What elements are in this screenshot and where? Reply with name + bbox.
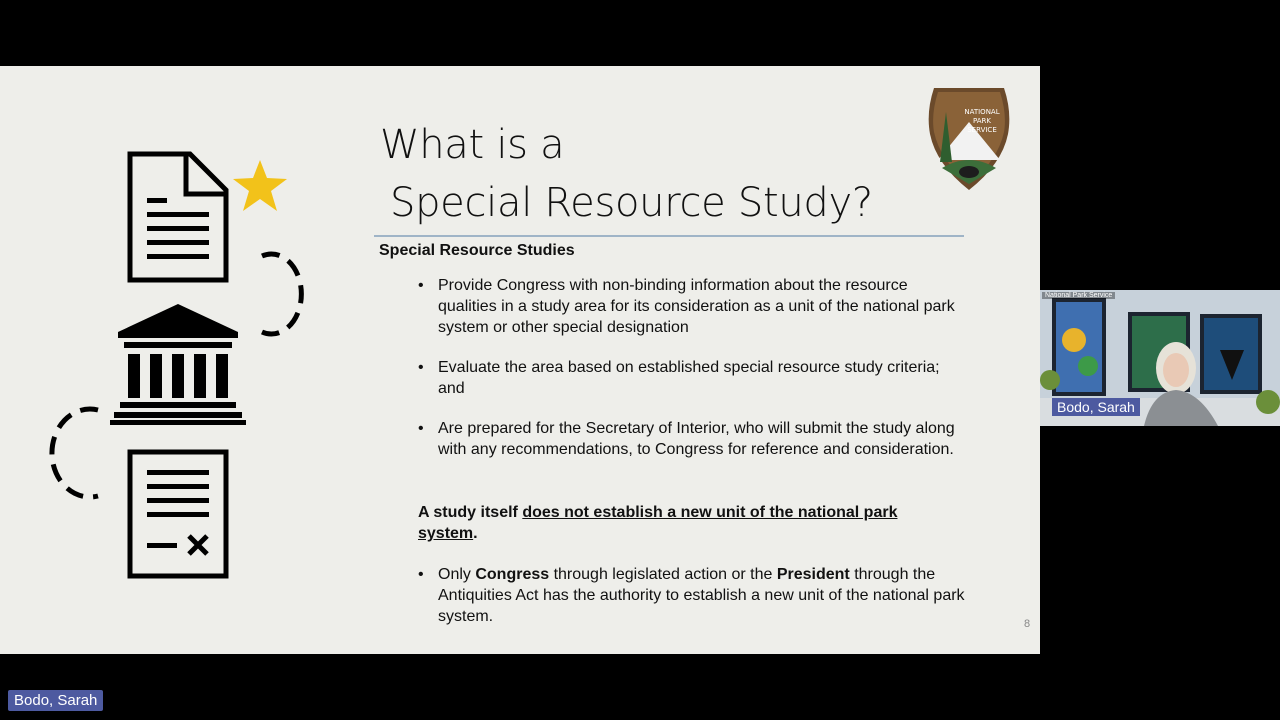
slide-title-line2: Special Resource Study? [390,180,873,226]
bullet-item: • Evaluate the area based on established special resource study criteria; and [418,357,968,399]
svg-text:SERVICE: SERVICE [967,126,997,134]
note-underlined: does not establish a new unit of the national park system [418,504,898,542]
star-icon [233,160,287,211]
slide-illustration [0,66,360,654]
active-speaker-name: Bodo, Sarah [8,690,103,711]
bullet-item: • Are prepared for the Secretary of Interior, who will submit the study along with any recommendations, to Congress for reference and consideration. [418,418,968,460]
bullet-item: • Only Congress through legislated action or the President through the Antiquities Act has the authority to establish a new unit of the national park system. [418,564,978,627]
nps-logo [924,82,1014,194]
title-divider [374,235,964,237]
section-heading: Special Resource Studies [379,242,575,259]
government-building-icon [110,304,246,425]
participant-name-tag: Bodo, Sarah [1052,398,1140,416]
key-note [418,502,918,544]
presentation-slide [0,66,1040,654]
document-icon [130,154,226,280]
dashed-arc-icon [262,254,301,334]
note-prefix: A study itself [418,504,523,521]
svg-text:NATIONAL: NATIONAL [964,108,1000,116]
note-suffix: . [473,525,478,542]
dashed-arc-icon [52,409,98,497]
final-bullet-list [418,564,978,627]
slide-title [380,116,873,232]
participant-video-tile[interactable] [1040,290,1280,426]
video-tile-label: National Park Service [1042,292,1115,299]
slide-page-number: 8 [1024,618,1031,630]
contract-icon [130,452,226,576]
svg-text:PARK: PARK [972,117,992,125]
bullet-list [418,275,968,479]
slide-title-line1: What is a [380,122,565,168]
bullet-item: • Provide Congress with non-binding information about the resource qualities in a study area for its consideration as a unit of the national park system or other special designation [418,275,968,338]
